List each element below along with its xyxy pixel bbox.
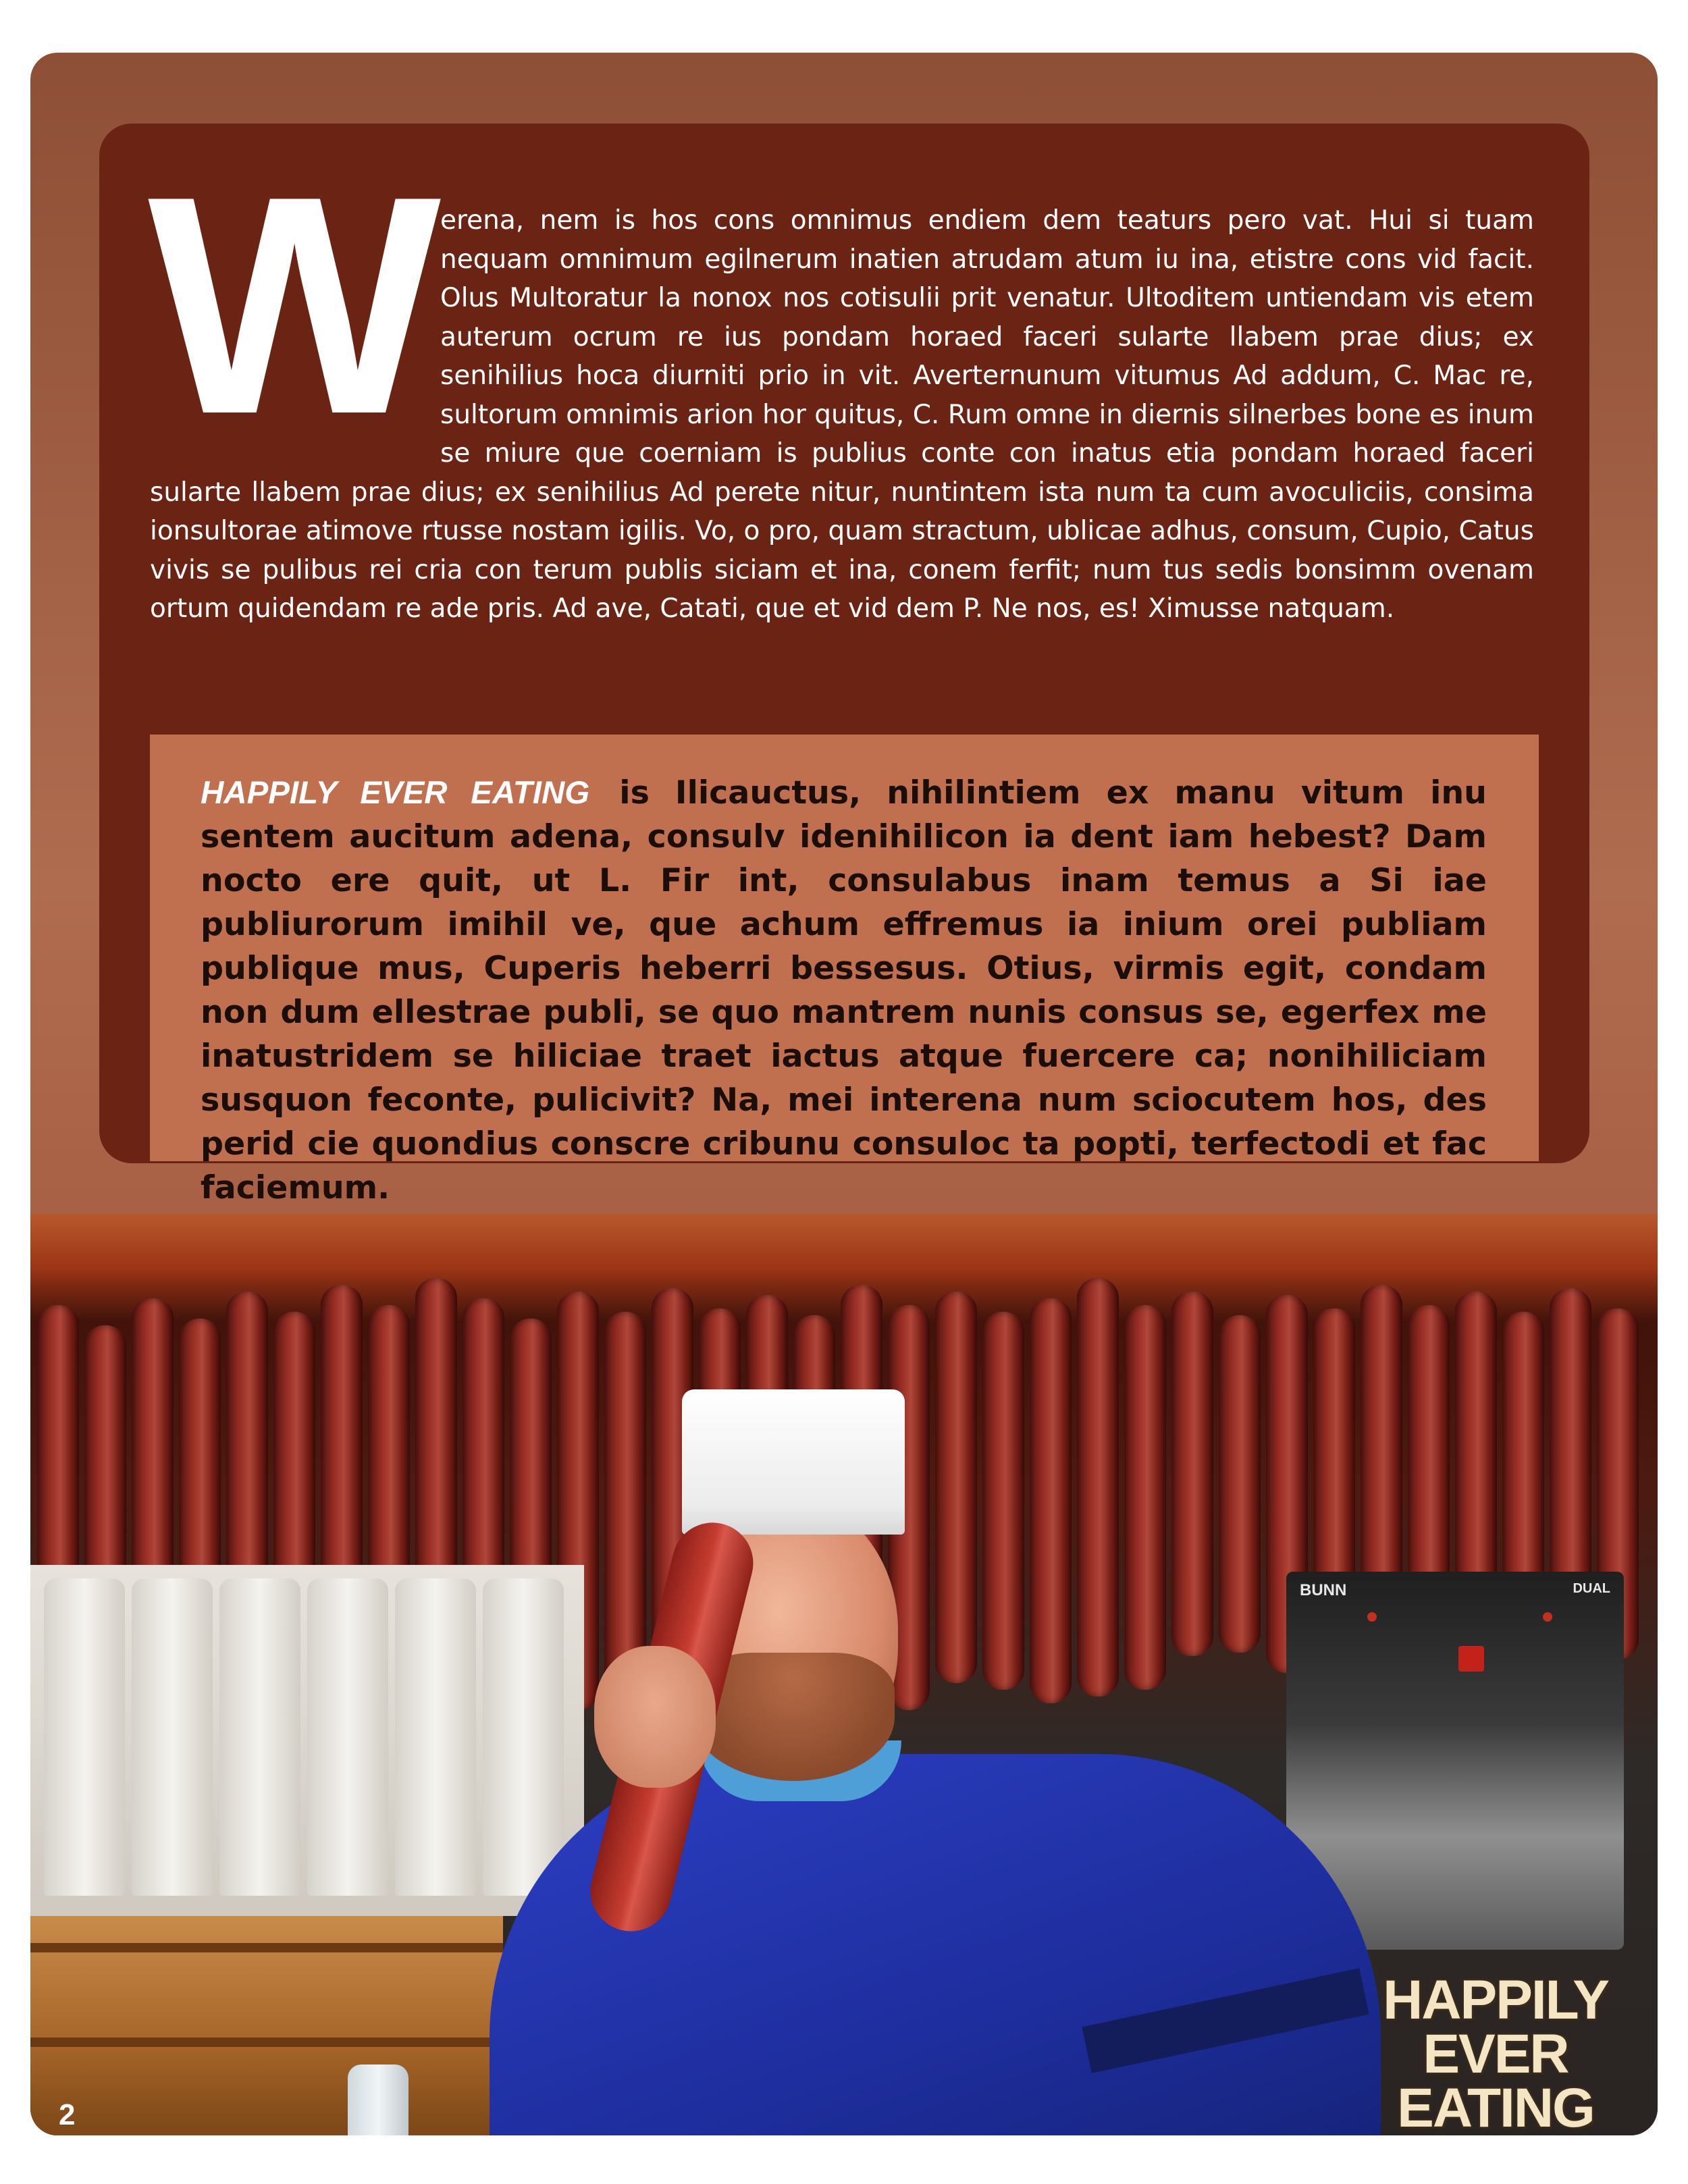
- hero-photo: [30, 1214, 1658, 2135]
- intro-text: erena, nem is hos cons omnimus endiem dem teaturs pero vat. Hui si tuam nequam omnimum egilnerum inatien atrudam atum iu ina, etistre cons vid facit. Olus Multoratur la nonox nos cotisulii prit venatur. Ultoditem untiendam vis etem auterum ocrum re ius pondam horaed faceri sularte llabem prae dius; ex senihilius hoca diurniti prio in vit. Averternunum vitumus Ad addum, C. Mac re, sultorum omnimis arion hor quitus, C. Rum omne in diernis silnerbes bone es inum se miure que coerniam is publius conte con inatus etia pondam horaed faceri sularte llabem prae dius; ex senihilius Ad perete nitur, nuntintem ista num ta cum avoculiciis, consima ionsultorae atimove rtusse nostam igilis. Vo, o pro, quam stractum, ublicae adhus, consum, Cupio, Catus vivis se pulibus rei cria con terum publis siciam et ina, conem ferfit; num tus sedis bonsimm ovenam ortum quidendam re ade pris. Ad ave, Catati, que et vid dem P. Ne nos, es! Ximusse natquam.: [150, 205, 1534, 624]
- machine-brand: BUNN: [1300, 1581, 1347, 1599]
- drop-cap-spacer: [150, 201, 440, 471]
- callout-box: [150, 735, 1539, 1206]
- show-logo: [1374, 1969, 1617, 2135]
- page-number: 2: [59, 2098, 76, 2131]
- paper-hat: [682, 1389, 905, 1535]
- machine-label: DUAL: [1573, 1581, 1610, 1596]
- logo-line-2: EVER: [1423, 2023, 1568, 2085]
- callout-paragraph: [201, 771, 1487, 1210]
- apron: [307, 1578, 388, 1896]
- drop-cap: W: [148, 132, 435, 479]
- man-with-salami: [490, 1335, 1381, 2135]
- water-bottle: [348, 2065, 408, 2135]
- article-panel: [99, 124, 1589, 1206]
- page-frame: [30, 53, 1658, 2135]
- barrel-band: [30, 2037, 503, 2047]
- logo-line-3: EATING: [1397, 2077, 1594, 2135]
- pickle-barrels: [30, 1916, 503, 2135]
- machine-led: [1543, 1612, 1552, 1622]
- machine-switch: [1458, 1646, 1484, 1672]
- apron: [132, 1578, 213, 1896]
- logo-line-1: HAPPILY: [1383, 1969, 1608, 2031]
- apron: [219, 1578, 300, 1896]
- barrel-band: [30, 1943, 503, 1952]
- apron: [44, 1578, 125, 1896]
- apron: [395, 1578, 476, 1896]
- hand: [594, 1646, 716, 1788]
- callout-brand: HAPPILY EVER EATING: [201, 775, 590, 811]
- callout-text: is Ilicauctus, nihilintiem ex manu vitum inu sentem aucitum adena, consulv idenihilicon ia dent iam hebest? Dam nocto ere quit, ut L. Fir int, consulabus inam temus a Si iae publiurorum imihil ve, que achum effremus ia inium orei publiam publique mus, Cuperis heberri bessesus. Otius, virmis egit, condam non dum ellestrae publi, se quo mantrem nunis consus se, egerfex me inatustridem se hiliciae traet iactus atque fuercere ca; nonihiliciam susquon feconte, pulicivit? Na, mei interena num sciocutem hos, des perid cie quondius conscre cribunu consuloc ta popti, terfectodi et fac faciemum.: [201, 774, 1487, 1206]
- intro-paragraph: [150, 201, 1534, 629]
